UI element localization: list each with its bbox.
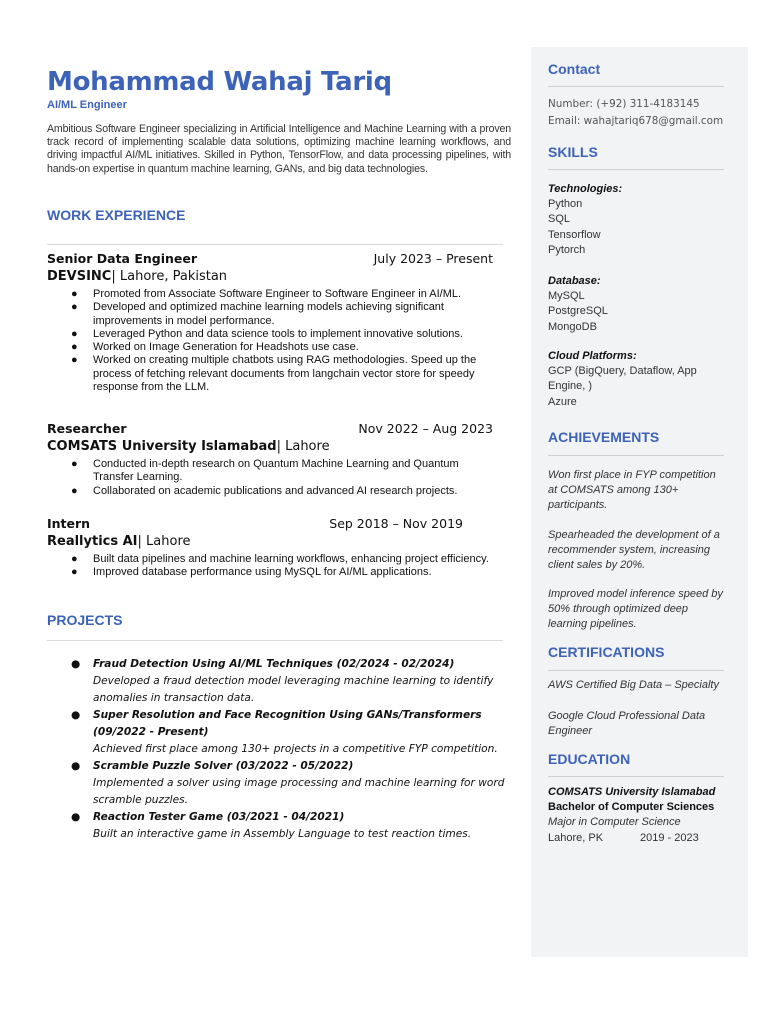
- list-item: ● Super Resolution and Face Recognition Using GANs/Transformers (09/2022 - Present) Achieved first place among 130+ projects in a competitive FYP competition.: [71, 709, 498, 755]
- list-item: SQL: [548, 213, 571, 226]
- list-item: ● Worked on Image Generation for Headshots use case.: [71, 341, 359, 354]
- school-name: COMSATS University Islamabad: [548, 786, 716, 798]
- skills-heading: SKILLS: [548, 144, 598, 160]
- certifications-heading: CERTIFICATIONS: [548, 644, 665, 660]
- divider: [47, 244, 503, 245]
- job-company: Reallytics AI| Lahore: [47, 534, 191, 549]
- education-heading: EDUCATION: [548, 751, 631, 767]
- education-location: Lahore, PK: [548, 831, 604, 844]
- list-item: ● Improved database performance using MySQL for AI/ML applications.: [71, 566, 432, 579]
- list-item: Pytorch: [548, 243, 586, 256]
- job-bullets: [47, 288, 493, 394]
- list-item: Azure: [548, 395, 577, 408]
- divider: [548, 169, 724, 170]
- degree: Bachelor of Computer Sciences: [548, 801, 715, 814]
- projects-heading: PROJECTS: [47, 612, 123, 628]
- list-item: ● Scramble Puzzle Solver (03/2022 - 05/2022) Implemented a solver using image processing and machine learning for word scramble puzzles.: [71, 760, 505, 806]
- list-item: ● Leveraged Python and data science tools to implement innovative solutions.: [71, 327, 463, 340]
- achievement-item: Improved model inference speed by 50% through optimized deep learning pipelines.: [548, 588, 723, 631]
- job-bullets: [47, 458, 493, 498]
- job-entry: [47, 516, 489, 580]
- major: Major in Computer Science: [548, 816, 681, 829]
- list-item: ● Developed and optimized machine learning models achieving significant improvements in model performance.: [71, 301, 444, 327]
- education-years: 2019 - 2023: [640, 831, 699, 844]
- list-item: GCP (BigQuery, Dataflow, App Engine, ): [548, 365, 697, 393]
- job-title: Researcher: [47, 421, 127, 436]
- divider: [548, 86, 724, 87]
- achievements-heading: ACHIEVEMENTS: [548, 429, 660, 445]
- job-dates: Sep 2018 – Nov 2019: [329, 516, 463, 531]
- candidate-role: AI/ML Engineer: [47, 99, 127, 111]
- certification-item: AWS Certified Big Data – Specialty: [548, 679, 719, 691]
- list-item: ● Collaborated on academic publications and advanced AI research projects.: [71, 484, 458, 497]
- job-entry: [47, 421, 493, 498]
- education-meta: [548, 831, 728, 846]
- divider: [47, 640, 503, 641]
- summary: Ambitious Software Engineer specializing in Artificial Intelligence and Machine Learning with a proven track record of implementing scalable data solutions, optimizing machine learning workflows, and driving impactful AI/ML initiatives. Skilled in Python, TensorFlow, and data processing pipelines, with hands-on expertise in quantum machine learning, GANs, and big data technologies.: [47, 123, 511, 175]
- job-bullets: [47, 553, 493, 580]
- list-item: ● Reaction Tester Game (03/2021 - 04/2021) Built an interactive game in Assembly Language to test reaction times.: [71, 811, 472, 840]
- list-item: MongoDB: [548, 320, 597, 333]
- list-item: Tensorflow: [548, 228, 601, 241]
- contact-heading: Contact: [548, 61, 601, 77]
- list-item: ● Conducted in-depth research on Quantum Machine Learning and Quantum Transfer Learning.: [71, 458, 459, 484]
- phone-number: Number: (+92) 311-4183145: [548, 98, 700, 110]
- job-dates: July 2023 – Present: [373, 251, 493, 266]
- job-title: Intern: [47, 516, 91, 531]
- list-item: ● Built data pipelines and machine learning workflows, enhancing project efficiency.: [71, 553, 489, 565]
- candidate-name: Mohammad Wahaj Tariq: [47, 67, 392, 97]
- projects-list: [47, 656, 507, 843]
- achievement-item: Won first place in FYP competition at COMSATS among 130+ participants.: [548, 469, 716, 512]
- job-dates: Nov 2022 – Aug 2023: [358, 421, 493, 436]
- work-experience-heading: WORK EXPERIENCE: [47, 207, 186, 223]
- skills-technologies: Technologies: Python SQL Tensorflow Pytorch: [548, 182, 728, 258]
- divider: [548, 670, 724, 671]
- list-item: ● Fraud Detection Using AI/ML Techniques (02/2024 - 02/2024) Developed a fraud detection model leveraging machine learning to identify anomalies in transaction data.: [71, 658, 494, 704]
- list-item: Python: [548, 198, 583, 211]
- education-entry: [548, 785, 728, 846]
- job-title: Senior Data Engineer: [47, 251, 198, 266]
- achievement-item: Spearheaded the development of a recommender system, increasing client sales by 20%.: [548, 529, 720, 572]
- job-company: COMSATS University Islamabad| Lahore: [47, 439, 330, 454]
- list-item: ● Worked on creating multiple chatbots using RAG methodologies. Speed up the process of fetching relevant documents from langchain vector store for speedy response from the LLM.: [71, 354, 477, 394]
- skills-cloud: Cloud Platforms: GCP (BigQuery, Dataflow, App Engine, ) Azure: [548, 349, 708, 410]
- divider: [548, 455, 724, 456]
- list-item: PostgreSQL: [548, 305, 608, 318]
- list-item: MySQL: [548, 290, 585, 303]
- list-item: ● Promoted from Associate Software Engineer to Software Engineer in AI/ML.: [71, 288, 462, 300]
- resume-header: [47, 66, 511, 176]
- skills-database: Database: MySQL PostgreSQL MongoDB: [548, 274, 728, 335]
- email-address: Email: wahajtariq678@gmail.com: [548, 115, 724, 127]
- divider: [548, 776, 724, 777]
- job-entry: [47, 251, 493, 394]
- certification-item: Google Cloud Professional Data Engineer: [548, 710, 706, 738]
- job-company: DEVSINC| Lahore, Pakistan: [47, 269, 228, 284]
